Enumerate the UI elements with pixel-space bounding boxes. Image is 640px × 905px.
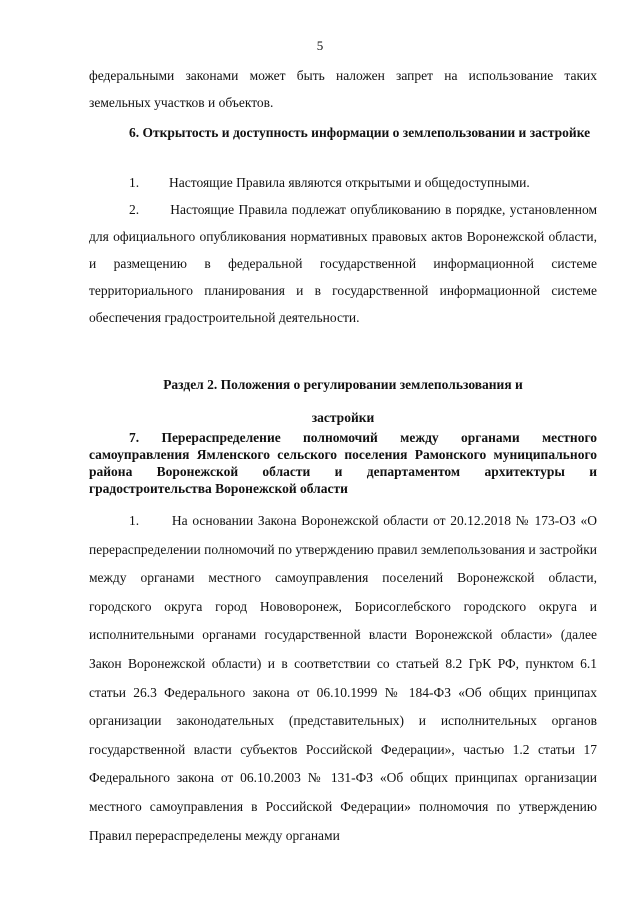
list-item: [89, 169, 597, 196]
page-number: 5: [316, 38, 324, 53]
item-text: Настоящие Правила являются открытыми и общедоступными.: [169, 175, 530, 190]
heading-section-7: 7. Перераспределение полномочий между органами местного самоуправления Ямленского сельского поселения Рамонского муниципального района Воронежской области и департаментом архитектуры и градостроительства Воронежской области: [89, 430, 597, 496]
item-number: 2.: [129, 202, 140, 217]
paragraph-7-1: [89, 507, 597, 850]
section-title-line-2: застройки: [311, 410, 375, 425]
paragraph-6-2: [89, 196, 597, 331]
item-text: Настоящие Правила подлежат опубликованию в порядке, установленном для официального опубликования нормативных правовых актов Воронежской области, и размещению в федеральной государственной информационной системе территориального планирования и в государственной информационной системе обеспечения градостроительной деятельности.: [89, 202, 597, 325]
section-title: [89, 371, 597, 431]
heading-section-6: 6. Открытость и доступность информации о землепользовании и застройке: [129, 125, 591, 140]
item-number: 1.: [129, 513, 140, 528]
section-title-line-1: Раздел 2. Положения о регулировании землепользования и: [163, 377, 523, 392]
item-text: На основании Закона Воронежской области от 20.12.2018 № 173-ОЗ «О перераспределении полномочий по утверждению правил землепользования и застройки между органами местного самоуправления поселений Воронежской области, городского округа город Нововоронеж, Борисоглебского городского округа и исполнительными органами государственной власти Воронежской области» (далее Закон Воронежской области) и в соответствии со статьей 8.2 ГрК РФ, пунктом 6.1 статьи 26.3 Федерального закона от 06.10.1999 № 184-ФЗ «Об общих принципах организации законодательных (представительных) и исполнительных органов государственной власти субъектов Российской Федерации», частью 1.2 статьи 17 Федерального закона от 06.10.2003 № 131-ФЗ «Об общих принципах организации местного самоуправления в Российской Федерации» полномочия по утверждению Правил перераспределены между органами: [89, 513, 597, 843]
item-number: 1.: [129, 175, 140, 190]
paragraph-intro: федеральными законами может быть наложен запрет на использование таких земельных участков и объектов.: [89, 68, 597, 110]
